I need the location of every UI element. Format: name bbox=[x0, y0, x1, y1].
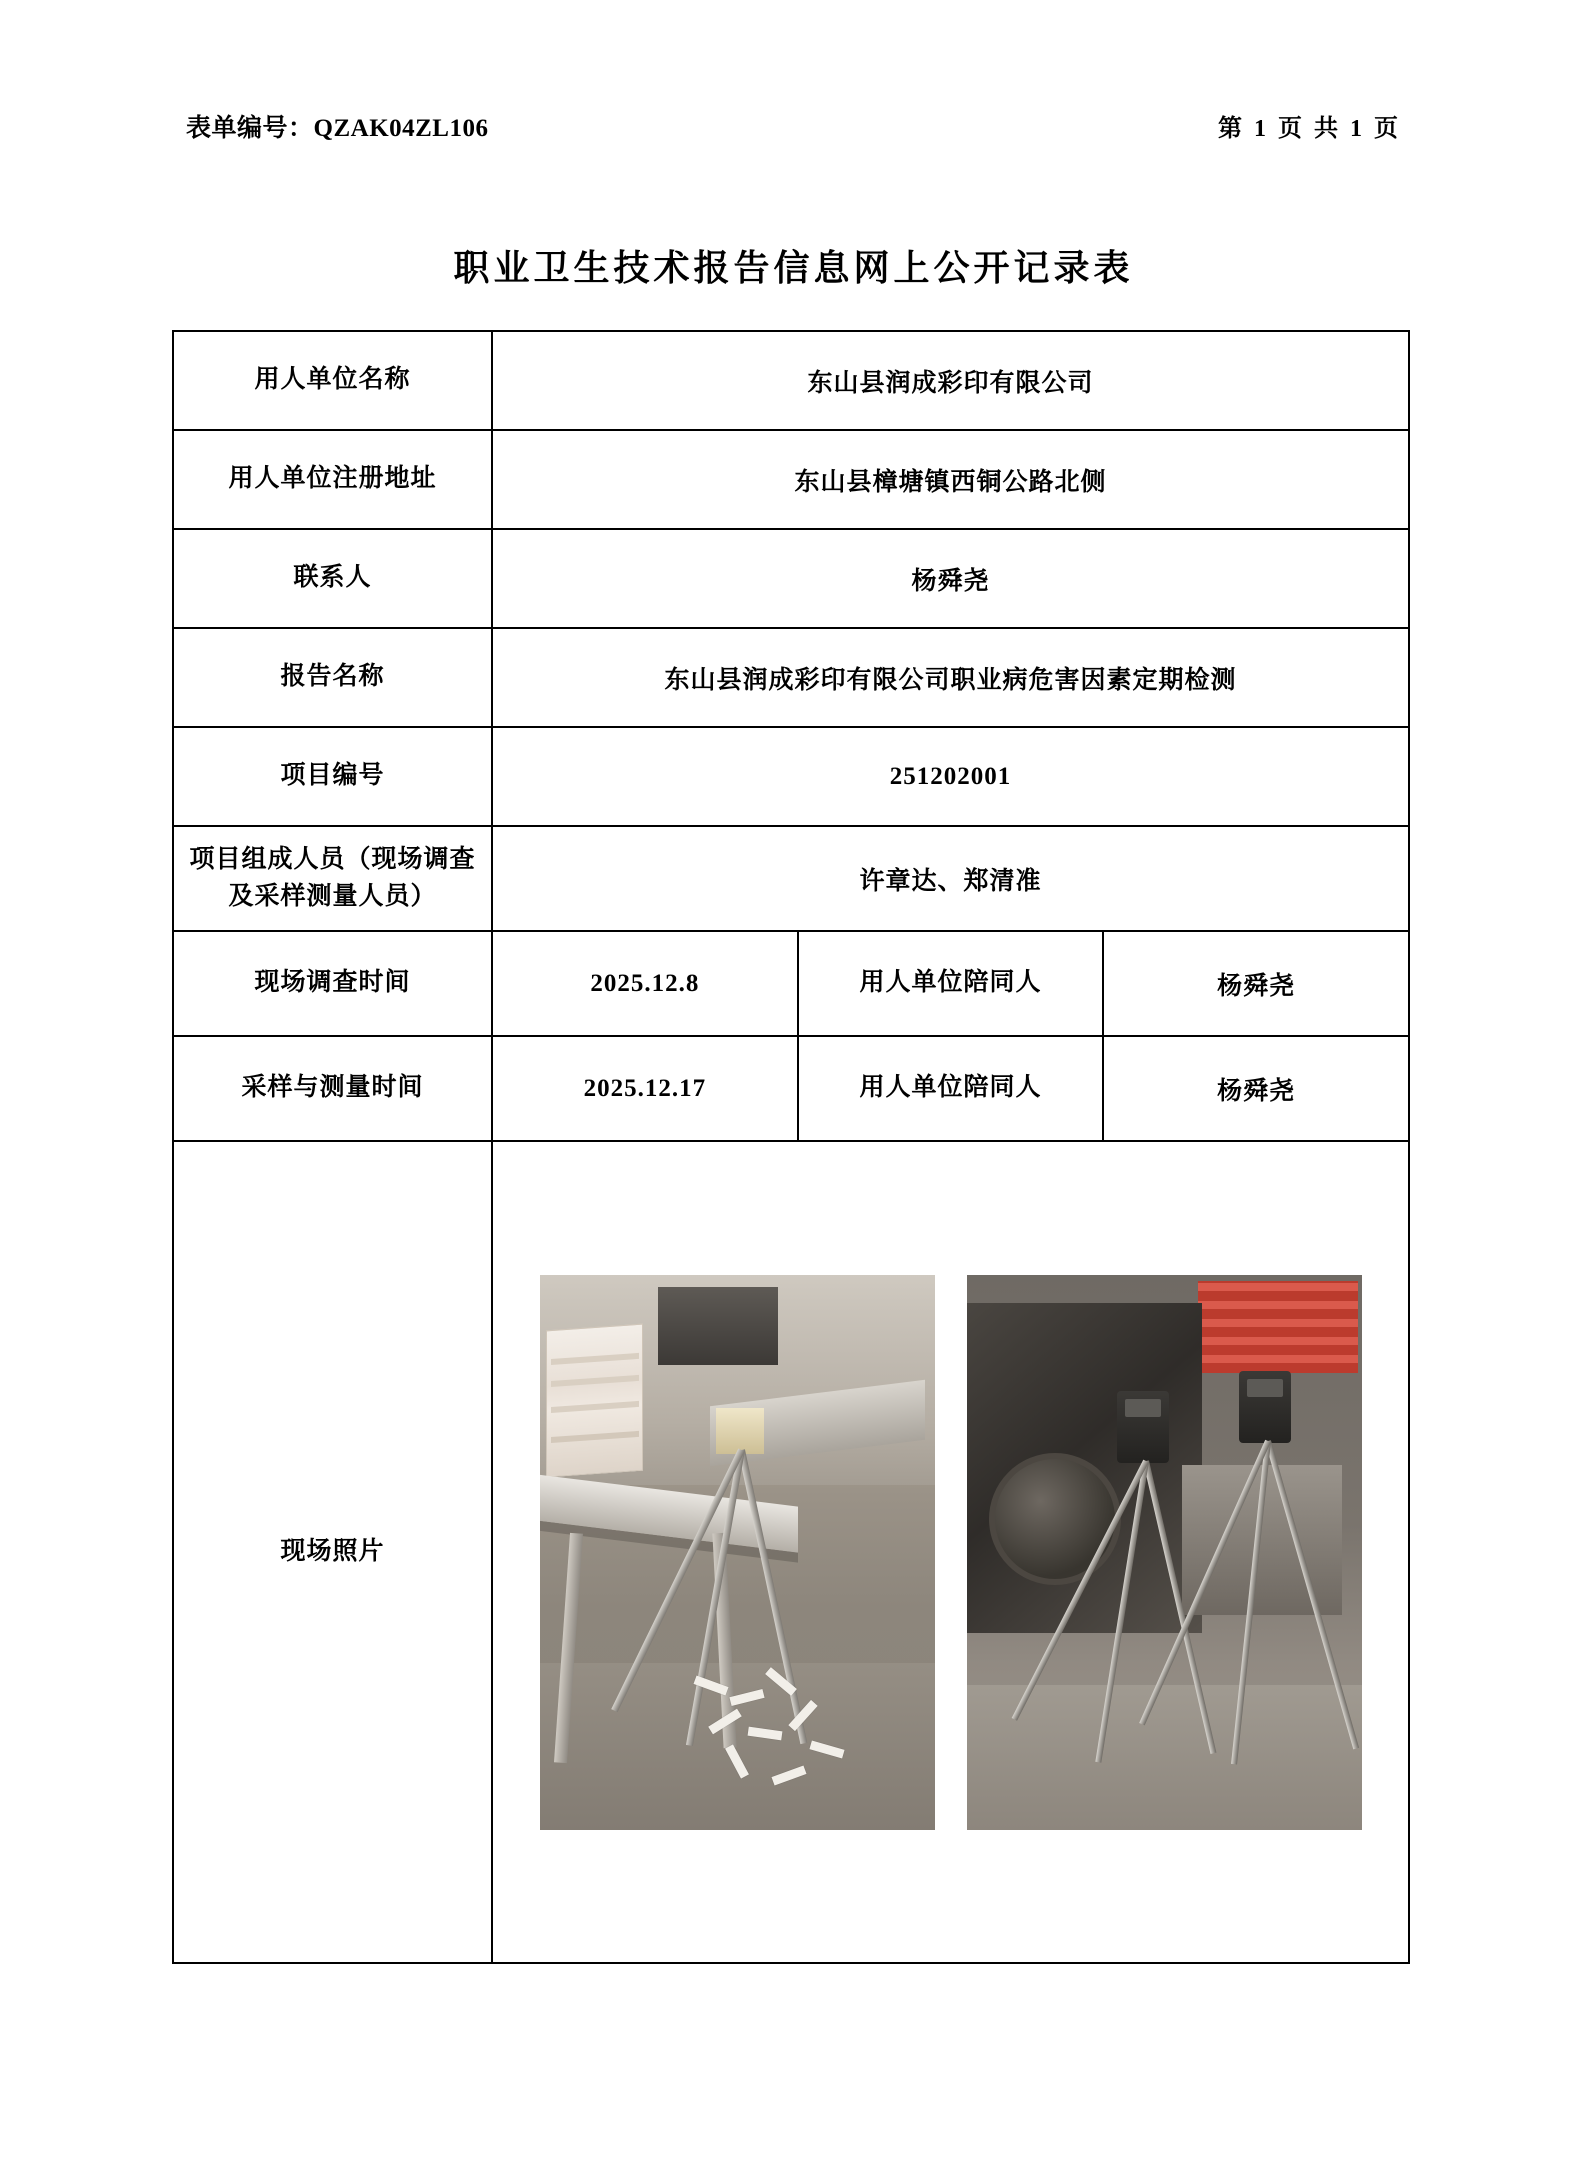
photo1-sampler-head bbox=[716, 1408, 764, 1454]
site-photo-2 bbox=[967, 1275, 1362, 1830]
photo1-dark-equipment bbox=[658, 1287, 778, 1365]
row-value-contact: 杨舜尧 bbox=[492, 529, 1409, 628]
row-label-sampling-date: 采样与测量时间 bbox=[173, 1036, 492, 1141]
table-row bbox=[173, 931, 1409, 1036]
row-value-report-name: 东山县润成彩印有限公司职业病危害因素定期检测 bbox=[492, 628, 1409, 727]
record-table-wrapper bbox=[172, 330, 1410, 1964]
table-row bbox=[173, 727, 1409, 826]
row-value-survey-companion: 杨舜尧 bbox=[1103, 931, 1409, 1036]
row-value-project-no: 251202001 bbox=[492, 727, 1409, 826]
table-row bbox=[173, 1036, 1409, 1141]
row-label-survey-companion: 用人单位陪同人 bbox=[798, 931, 1104, 1036]
row-value-sampling-companion: 杨舜尧 bbox=[1103, 1036, 1409, 1141]
row-value-employer-name: 东山县润成彩印有限公司 bbox=[492, 331, 1409, 430]
row-label-sampling-companion: 用人单位陪同人 bbox=[798, 1036, 1104, 1141]
row-value-employer-address: 东山县樟塘镇西铜公路北侧 bbox=[492, 430, 1409, 529]
photo2-red-crates bbox=[1198, 1281, 1358, 1373]
photo2-machine-drum bbox=[989, 1453, 1121, 1585]
row-value-sampling-date: 2025.12.17 bbox=[492, 1036, 798, 1141]
form-number bbox=[186, 108, 489, 144]
photo-group bbox=[499, 1275, 1402, 1830]
row-value-project-members: 许章达、郑清准 bbox=[492, 826, 1409, 931]
row-label-site-photos: 现场照片 bbox=[173, 1141, 492, 1963]
row-label-project-members: 项目组成人员（现场调查及采样测量人员） bbox=[173, 826, 492, 931]
row-value-survey-date: 2025.12.8 bbox=[492, 931, 798, 1036]
page-header bbox=[186, 108, 1401, 144]
site-photo-1 bbox=[540, 1275, 935, 1830]
row-value-site-photos bbox=[492, 1141, 1409, 1963]
photo2-floor bbox=[967, 1685, 1362, 1829]
page-title: 职业卫生技术报告信息网上公开记录表 bbox=[453, 248, 1134, 288]
table-row-photos bbox=[173, 1141, 1409, 1963]
photo2-sampler-device-right bbox=[1239, 1371, 1291, 1443]
table-row bbox=[173, 430, 1409, 529]
row-label-contact: 联系人 bbox=[173, 529, 492, 628]
photo2-sampler-device-left bbox=[1117, 1391, 1169, 1463]
photo1-paper-scraps bbox=[690, 1675, 870, 1785]
page-number: 第 1 页 共 1 页 bbox=[1218, 116, 1401, 142]
row-label-report-name: 报告名称 bbox=[173, 628, 492, 727]
row-label-employer-address: 用人单位注册地址 bbox=[173, 430, 492, 529]
row-label-project-no: 项目编号 bbox=[173, 727, 492, 826]
table-row bbox=[173, 331, 1409, 430]
form-number-value: QZAK04ZL106 bbox=[313, 115, 489, 142]
record-table bbox=[172, 330, 1410, 1964]
table-row bbox=[173, 628, 1409, 727]
photo1-paper-stack bbox=[546, 1323, 643, 1477]
row-label-survey-date: 现场调查时间 bbox=[173, 931, 492, 1036]
table-row bbox=[173, 826, 1409, 931]
row-label-employer-name: 用人单位名称 bbox=[173, 331, 492, 430]
table-row bbox=[173, 529, 1409, 628]
form-number-label: 表单编号： bbox=[186, 115, 314, 142]
